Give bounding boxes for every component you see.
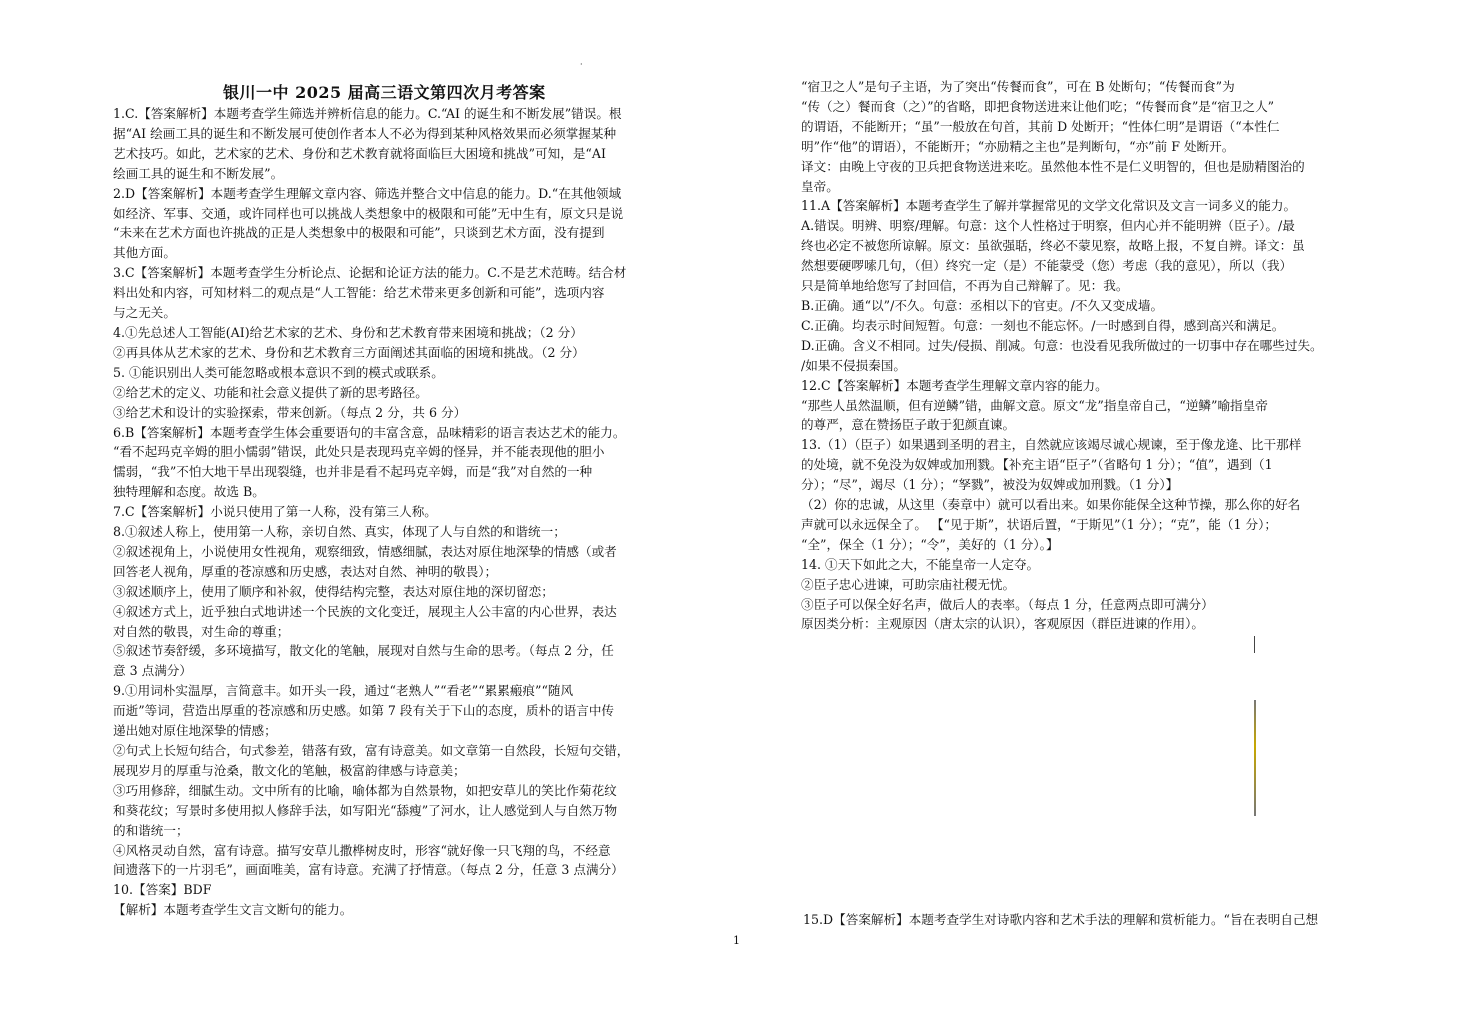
- text-line: 的尊严，意在赞扬臣子敢于犯颜直谏。: [801, 417, 1016, 433]
- text-line: “看不起玛克辛姆的胆小懦弱”错误，此处只是表现玛克辛姆的怪异，并不能表现他的胆小: [113, 444, 605, 460]
- right-column: [801, 77, 1386, 634]
- text-line: ②臣子忠心进谏，可助宗庙社稷无忧。: [801, 576, 1016, 592]
- text-line: 只是简单地给您写了封回信，不再为自己辩解了。见：我。: [801, 278, 1129, 294]
- page-title: 银川一中 2025 届高三语文第四次月考答案: [223, 83, 546, 102]
- text-line: 的和谐统一；: [113, 822, 189, 838]
- text-line: ④叙述方式上，近乎独白式地讲述一个民族的文化变迁，展现主人公丰富的内心世界，表达: [113, 603, 617, 619]
- text-line: 2.D【答案解析】本题考查学生理解文章内容、筛选并整合文中信息的能力。D.“在其他领域: [113, 185, 622, 201]
- text-line: 7.C【答案解析】小说只使用了第一人称，没有第三人称。: [113, 504, 437, 520]
- text-line: 13.（1）（臣子）如果遇到圣明的君主，自然就应该竭尽诚心规谏，至于像龙逄、比干那样: [801, 437, 1302, 453]
- text-line: 5. ①能识别出人类可能忽略或根本意识不到的模式或联系。: [113, 364, 444, 380]
- text-line: 译文：由晚上守夜的卫兵把食物送进来吃。虽然他本性不是仁义明智的，但也是励精图治的: [801, 158, 1305, 174]
- text-line: 独特理解和态度。故选 B。: [113, 484, 265, 500]
- text-line: 和葵花纹；写景时多使用拟人修辞手法，如写阳光“舔瘦”了河水，让人感觉到人与自然万物: [113, 802, 618, 818]
- text-line: 皇帝。: [801, 178, 839, 194]
- text-line: C.正确。均表示时间短暂。句意：一刻也不能忘怀。/一时感到自得，感到高兴和满足。: [801, 317, 1285, 333]
- text-line: 分）；“尽”，竭尽（1 分）；“孥戮”，被没为奴婢或加刑戮。（1 分）】: [801, 477, 1179, 493]
- page-number: 1: [733, 934, 740, 947]
- text-line: ②叙述视角上，小说使用女性视角，观察细致，情感细腻，表达对原住地深挚的情感（或者: [113, 543, 617, 559]
- text-line: 意 3 点满分）: [113, 663, 192, 679]
- text-line: “未来在艺术方面也许挑战的正是人类想象中的极限和可能”，只谈到艺术方面，没有提到: [113, 225, 605, 241]
- text-line: 回答老人视角，厚重的苍凉感和历史感，表达对自然、神明的敬畏）；: [113, 563, 498, 579]
- text-line: 11.A【答案解析】本题考查学生了解并掌握常见的文学文化常识及文言一词多义的能力。: [801, 198, 1297, 214]
- text-line: 的谓语，不能断开；“虽”一般放在句首，其前 D 处断开；“性体仁明”是谓语（“本性仁: [801, 118, 1280, 134]
- text-line: ③给艺术和设计的实验探索，带来创新。（每点 2 分，共 6 分）: [113, 404, 467, 420]
- text-line: 3.C【答案解析】本题考查学生分析论点、论据和论证方法的能力。C.不是艺术范畴。结合材: [113, 265, 627, 281]
- text-line: 绘画工具的诞生和不断发展”。: [113, 165, 284, 181]
- text-line: 9.①用词朴实温厚，言简意丰。如开头一段，通过“老熟人”“看老”“累累瘢痕”“随风: [113, 683, 574, 699]
- text-line: 对自然的敬畏，对生命的尊重；: [113, 623, 290, 639]
- text-line: B.正确。通“以”/不久。句意：丞相以下的官吏。/不久又变成墙。: [801, 297, 1164, 313]
- text-line: 据“AI 绘画工具的诞生和不断发展可使创作者本人不必为得到某种风格效果而必须掌握某种: [113, 125, 617, 141]
- text-line: 艺术技巧。如此，艺术家的艺术、身份和艺术教育就将面临巨大困境和挑战”可知，是“AI: [113, 145, 606, 161]
- text-line: 1.C.【答案解析】本题考查学生筛选并辨析信息的能力。C.“AI 的诞生和不断发展”错误。根: [113, 106, 622, 121]
- text-line: 8.①叙述人称上，使用第一人称，亲切自然、真实，体现了人与自然的和谐统一；: [113, 524, 566, 540]
- text-line: “那些人虽然温顺，但有逆鳞”错，曲解文意。原文“龙”指皇帝自己，“逆鳞”喻指皇帝: [801, 397, 1268, 413]
- vertical-mark: [1254, 636, 1255, 653]
- text-line: 6.B【答案解析】本题考查学生体会重要语句的丰富含意，品味精彩的语言表达艺术的能力。: [113, 424, 626, 440]
- text-line: ②再具体从艺术家的艺术、身份和艺术教育三方面阐述其面临的困境和挑战。（2 分）: [113, 344, 585, 360]
- decorative-dot: ·: [580, 60, 583, 69]
- text-line: 声就可以永远保全了。 【“见于斯”，状语后置，“于斯见”（1 分）；“克”，能（1 分）；: [801, 516, 1277, 532]
- text-line: 4.①先总述人工智能(AI)给艺术家的艺术、身份和艺术教育带来困境和挑战；（2 分）: [113, 324, 583, 340]
- text-line: ④风格灵动自然，富有诗意。描写安草儿撒桦树皮时，形容“就好像一只飞翔的鸟，不经意: [113, 842, 611, 858]
- text-line: ③臣子可以保全好名声，做后人的表率。（每点 1 分，任意两点即可满分）: [801, 596, 1214, 612]
- text-line: 其他方面。: [113, 245, 176, 261]
- text-line: 料出处和内容，可知材料二的观点是“人工智能：给艺术带来更多创新和可能”，选项内容: [113, 285, 605, 301]
- text-line: 递出她对原住地深挚的情感；: [113, 723, 277, 739]
- text-line: ②句式上长短句结合，句式参差，错落有致，富有诗意美。如文章第一自然段，长短句交错，: [113, 743, 630, 758]
- text-line: 然想要硬啰嗦几句，（但）终究一定（是）不能蒙受（您）考虑（我的意见），所以（我）: [801, 258, 1293, 274]
- text-line: ②给艺术的定义、功能和社会意义提供了新的思考路径。: [113, 384, 428, 400]
- text-line: 懦弱，“我”不怕大地干旱出现裂缝，也并非是看不起玛克辛姆，而是“我”对自然的一种: [113, 464, 593, 480]
- text-line: “宿卫之人”是句子主语，为了突出“传餐而食”，可在 B 处断句；“传餐而食”为: [801, 79, 1235, 94]
- text-line: ③叙述顺序上，使用了顺序和补叙，使得结构完整，表达对原住地的深切留恋；: [113, 583, 554, 599]
- text-line: 的处境，就不免没为奴婢或加刑戮。【补充主语“臣子”（省略句 1 分）；“值”，遇到（1: [801, 457, 1273, 473]
- text-line: 与之无关。: [113, 305, 176, 321]
- text-line: ③巧用修辞，细腻生动。文中所有的比喻，喻体都为自然景物，如把安草儿的笑比作菊花纹: [113, 782, 617, 798]
- text-line: /如果不侵损秦国。: [801, 357, 906, 373]
- text-line: （2）你的忠诚，从这里（奏章中）就可以看出来。如果你能保全这种节操，那么你的好名: [801, 497, 1301, 513]
- left-column: [113, 104, 683, 920]
- text-line: 明”作“他”的谓语），不能断开；“亦励精之主也”是判断句，“亦”前 F 处断开。: [801, 138, 1235, 154]
- vertical-mark-highlight: [1254, 700, 1256, 816]
- text-line: 展现岁月的厚重与沧桑，散文化的笔触，极富韵律感与诗意美；: [113, 762, 466, 778]
- text-line: A.错误。明辨、明察/理解。句意：这个人性格过于明察，但内心并不能明辨（臣子）。/最: [801, 218, 1295, 234]
- text-line: D.正确。含义不相同。过失/侵损、削减。句意：也没看见我所做过的一切事中存在哪些过失。: [801, 337, 1323, 353]
- text-line: 14. ①天下如此之大，不能皇帝一人定夺。: [801, 556, 1040, 572]
- text-line: 间遗落下的一片羽毛”，画面唯美，富有诗意。充满了抒情意。（每点 2 分，任意 3 点满分）: [113, 862, 624, 878]
- text-line: 如经济、军事、交通，或许同样也可以挑战人类想象中的极限和可能”无中生有，原文只是说: [113, 205, 624, 221]
- text-line: 原因类分析：主观原因（唐太宗的认识），客观原因（群臣进谏的作用）。: [801, 616, 1204, 632]
- text-line: “全”，保全（1 分）；“令”，美好的（1 分）。】: [801, 536, 1059, 552]
- text-line: 终也必定不被您所谅解。原文：虽欲强聒，终必不蒙见察，故略上报，不复自辨。译文：虽: [801, 238, 1305, 254]
- text-line: ⑤叙述节奏舒缓，多环境描写，散文化的笔触，展现对自然与生命的思考。（每点 2 分，任: [113, 643, 614, 659]
- question-15-line: 15.D【答案解析】本题考查学生对诗歌内容和艺术手法的理解和赏析能力。“旨在表明自己想: [803, 912, 1319, 927]
- text-line: “传（之）餐而食（之）”的省略，即把食物送进来让他们吃；“传餐而食”是“宿卫之人”: [801, 98, 1275, 114]
- text-line: 【解析】本题考查学生文言文断句的能力。: [113, 902, 353, 918]
- text-line: 12.C【答案解析】本题考查学生理解文章内容的能力。: [801, 377, 1108, 393]
- text-line: 10.【答案】BDF: [113, 882, 212, 898]
- text-line: 而逝”等词，营造出厚重的苍凉感和历史感。如第 7 段有关于下山的态度，质朴的语言中传: [113, 703, 615, 719]
